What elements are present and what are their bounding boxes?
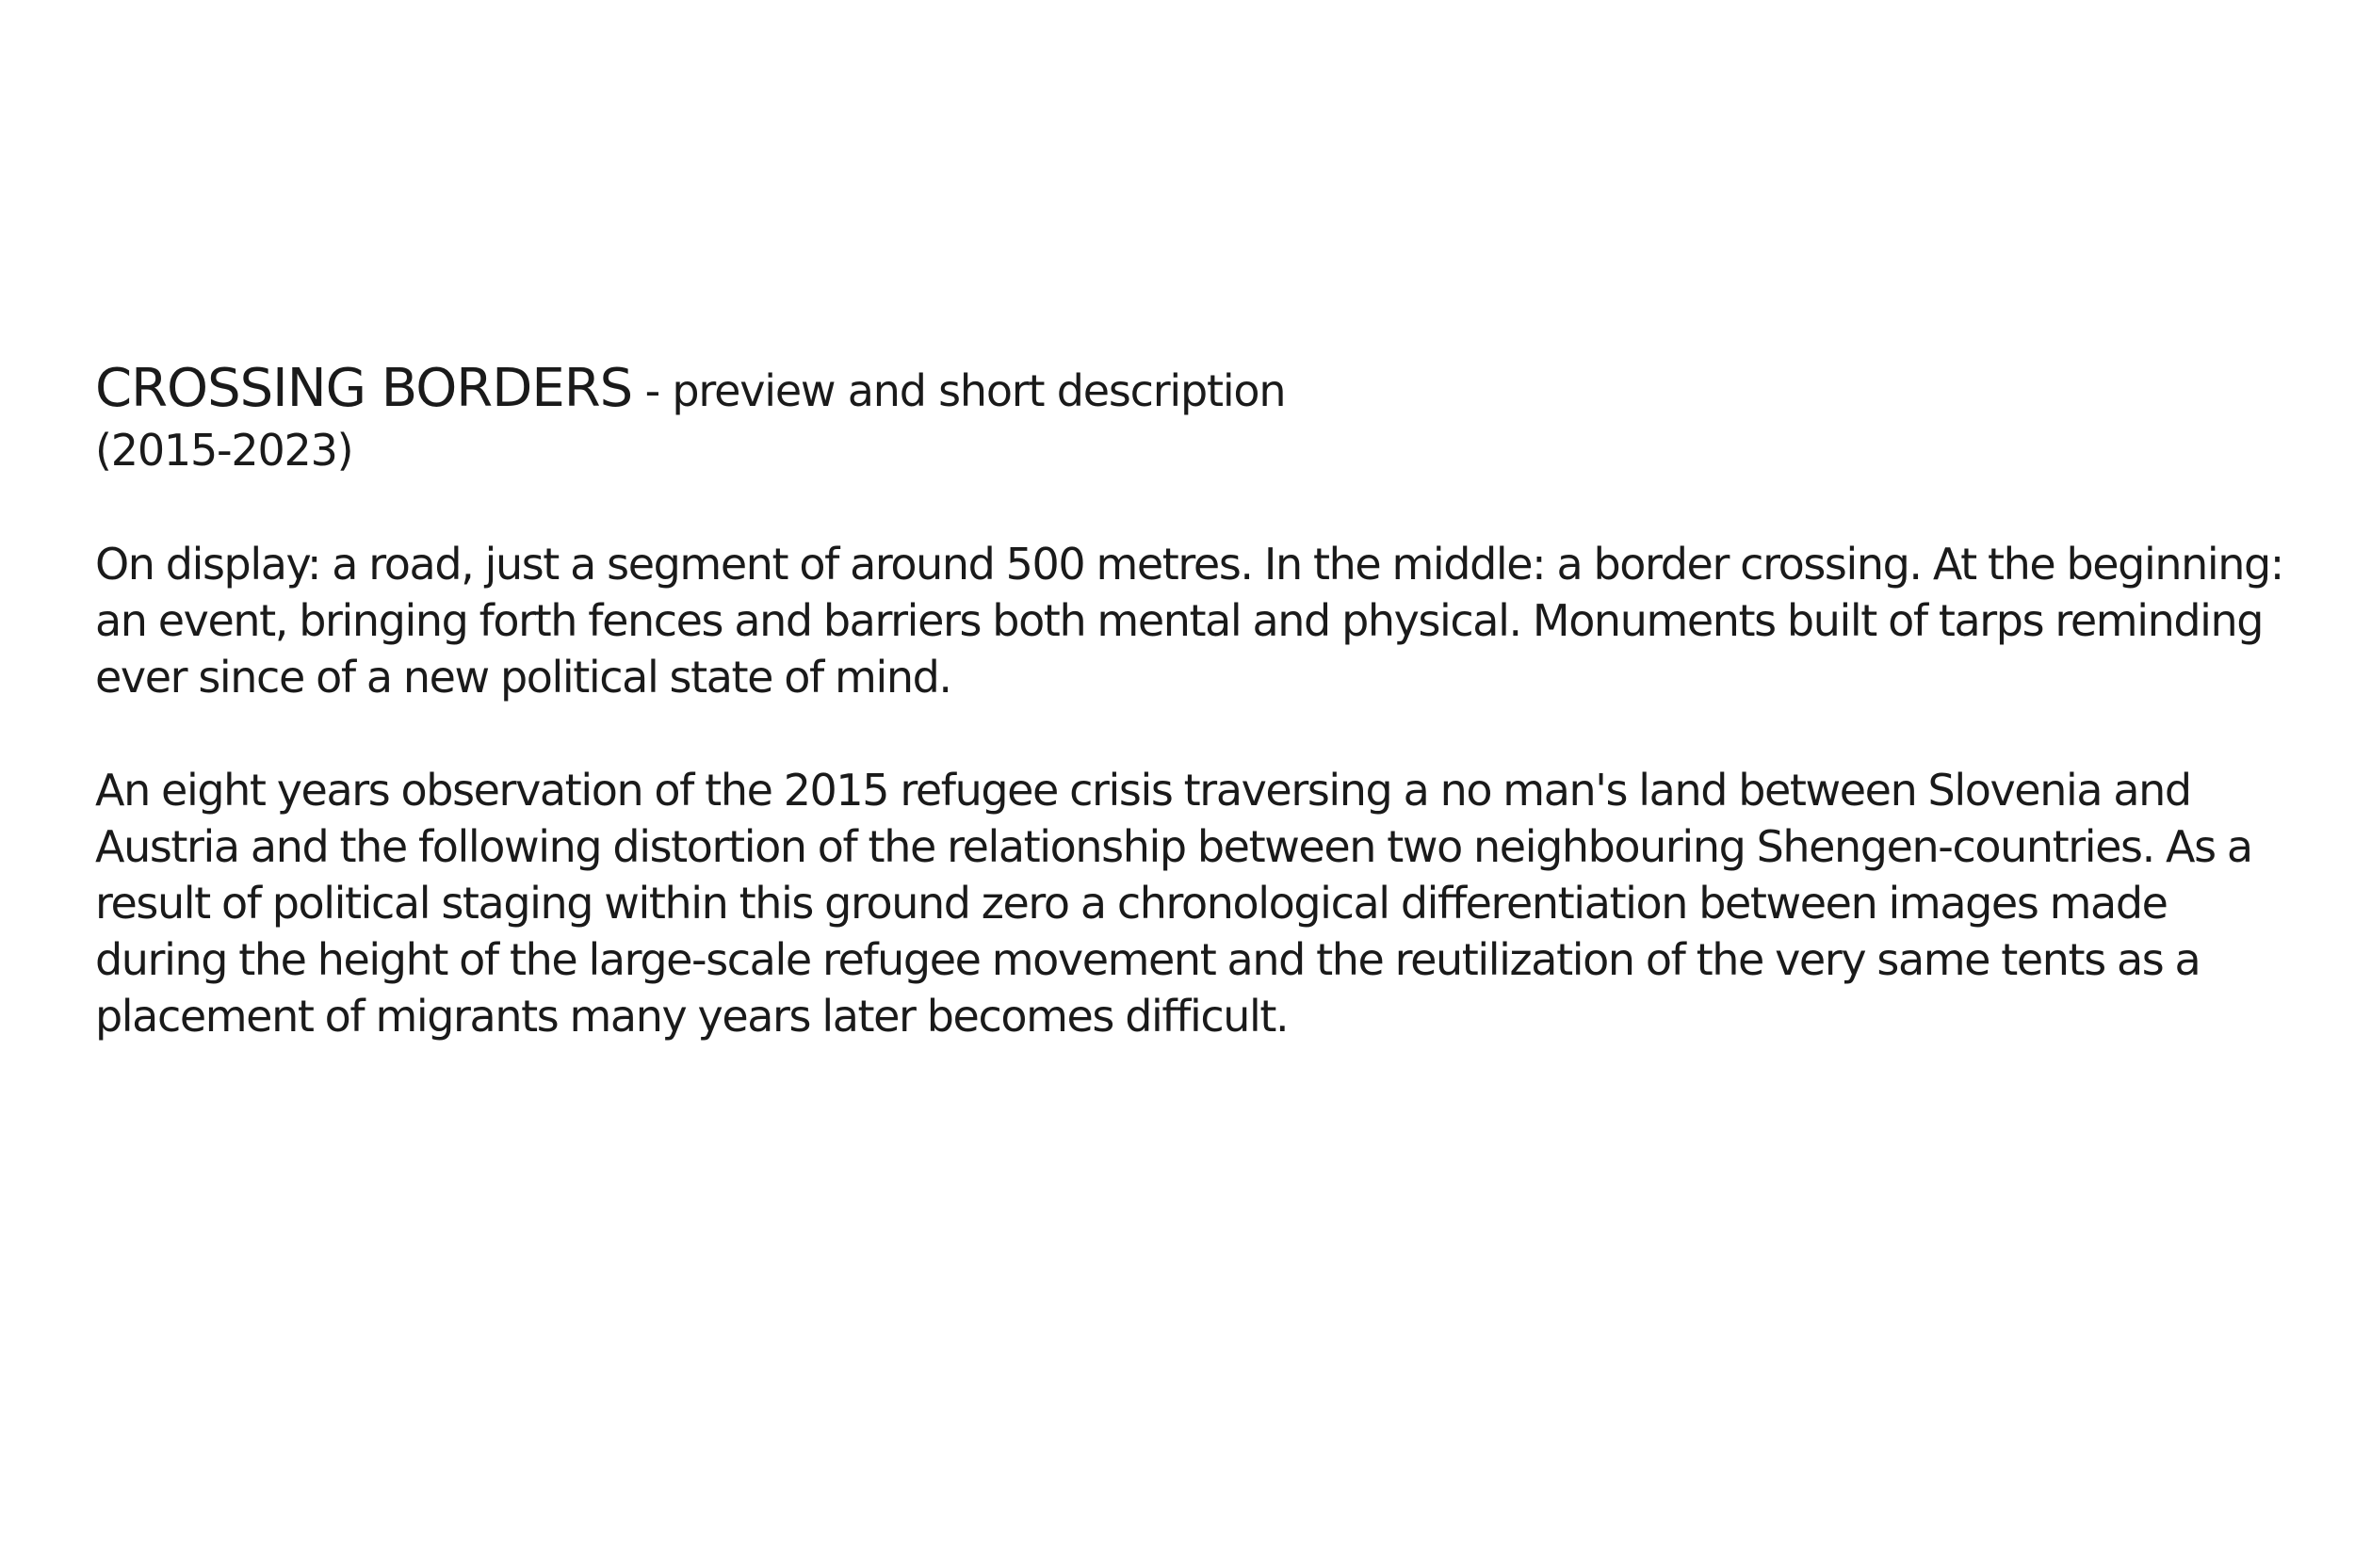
title-subtitle: - preview and short description xyxy=(632,365,1286,416)
date-range: (2015-2023) xyxy=(95,425,353,476)
paragraph-1: On display: a road, just a segment of around 500 metres. In the middle: a border crossing. At the beginning: an event, bringing forth fences and barriers both mental and physical. Monuments built of tarps reminding ever since of a new political state of mind. xyxy=(95,539,2283,703)
paragraph-2: An eight years observation of the 2015 refugee crisis traversing a no man's land between Slovenia and Austria and the following distortion of the relationship between two neighbouring Shengen-countries. As a result of political staging within this ground zero a chronological differentiation between images made during the height of the large-scale refugee movement and the reutilization of the very same tents as a placement of migrants many years later becomes difficult. xyxy=(95,765,2252,1043)
title-main: CROSSING BORDERS xyxy=(95,358,633,419)
page-title xyxy=(95,358,2290,419)
document-body xyxy=(95,358,2290,1044)
